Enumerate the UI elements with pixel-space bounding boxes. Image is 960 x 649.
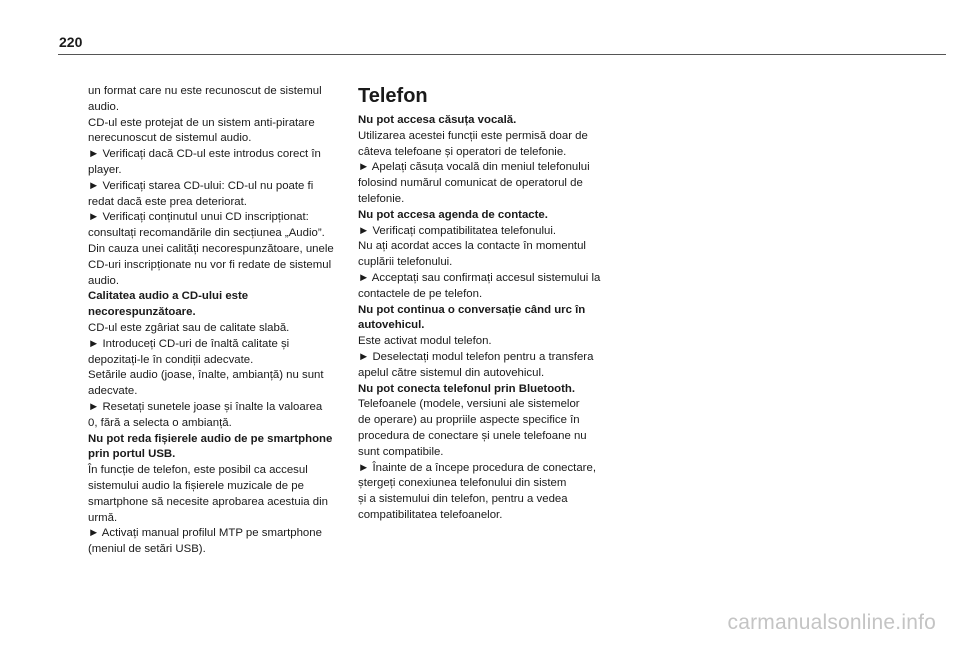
paragraph: Din cauza unei calități necorespunzătoare, unele CD-uri inscripționate nu vor fi redate de sistemul audio. bbox=[88, 242, 334, 287]
left-column bbox=[88, 84, 356, 558]
paragraph: ► Activați manual profilul MTP pe smartphone (meniul de setări USB). bbox=[88, 527, 322, 556]
paragraph: Setările audio (joase, înalte, ambianță) nu sunt adecvate. bbox=[88, 369, 324, 398]
paragraph: Telefoanele (modele, versiuni ale sistemelor de operare) au propriile aspecte specifice în procedura de conectare și unele telefoane nu sunt compatibile. bbox=[358, 398, 587, 458]
paragraph-heading: Nu pot reda fișierele audio de pe smartphone prin portul USB. bbox=[88, 432, 333, 461]
paragraph: ► Verificați dacă CD-ul este introdus corect în player. bbox=[88, 148, 321, 176]
paragraph: ► Apelați căsuța vocală din meniul telefonului folosind numărul comunicat de operatorul de telefonie. bbox=[358, 161, 590, 205]
paragraph: CD-ul este protejat de un sistem anti-piratare nerecunoscut de sistemul audio. bbox=[88, 116, 315, 145]
paragraph: ► Înainte de a începe procedura de conectare, ștergeți conexiunea telefonului din sistem și a sistemului din telefon, pentru a vedea compatibilitatea telefoanelor. bbox=[358, 461, 596, 521]
paragraph: Nu ați acordat acces la contacte în momentul cuplării telefonului. bbox=[358, 240, 586, 269]
paragraph: Utilizarea acestei funcții este permisă doar de câteva telefoane și operatori de telefonie. bbox=[358, 129, 588, 158]
paragraph-heading: Nu pot accesa agenda de contacte. bbox=[358, 208, 548, 221]
paragraph-heading: Nu pot continua o conversație când urc în autovehicul. bbox=[358, 303, 586, 332]
paragraph: ► Introduceți CD-uri de înaltă calitate și depozitați-le în condiții adecvate. bbox=[88, 337, 290, 366]
page-number: 220 bbox=[59, 34, 83, 50]
paragraph: ► Verificați compatibilitatea telefonului. bbox=[358, 224, 557, 237]
paragraph-heading: Calitatea audio a CD-ului este necorespunzătoare. bbox=[88, 290, 249, 319]
section-title: Telefon bbox=[358, 85, 428, 107]
paragraph: ► Resetați sunetele joase și înalte la valoarea 0, fără a selecta o ambianță. bbox=[88, 400, 323, 429]
paragraph: CD-ul este zgâriat sau de calitate slabă. bbox=[88, 321, 290, 334]
paragraph-heading: Nu pot accesa căsuța vocală. bbox=[358, 114, 517, 126]
header-rule bbox=[58, 54, 946, 55]
paragraph: ► Verificați conținutul unui CD inscripționat: consultați recomandările din secțiunea „Audio”. bbox=[88, 211, 325, 240]
paragraph: ► Verificați starea CD-ului: CD-ul nu poate fi redat dacă este prea deteriorat. bbox=[88, 179, 314, 208]
paragraph: ► Acceptați sau confirmați accesul sistemului la contactele de pe telefon. bbox=[358, 271, 601, 300]
watermark: carmanualsonline.info bbox=[727, 611, 936, 634]
right-column-body bbox=[358, 113, 626, 524]
paragraph-heading: Nu pot conecta telefonul prin Bluetooth. bbox=[358, 382, 576, 395]
paragraph: Este activat modul telefon. bbox=[358, 335, 492, 348]
paragraph: ► Deselectați modul telefon pentru a transfera apelul către sistemul din autovehicul. bbox=[358, 350, 594, 379]
paragraph: În funcție de telefon, este posibil ca accesul sistemului audio la fișierele muzicale de pe smartphone să necesite aprobarea acestuia din urmă. bbox=[88, 464, 328, 524]
right-column bbox=[358, 84, 626, 524]
paragraph: un format care nu este recunoscut de sistemul audio. bbox=[88, 85, 322, 113]
